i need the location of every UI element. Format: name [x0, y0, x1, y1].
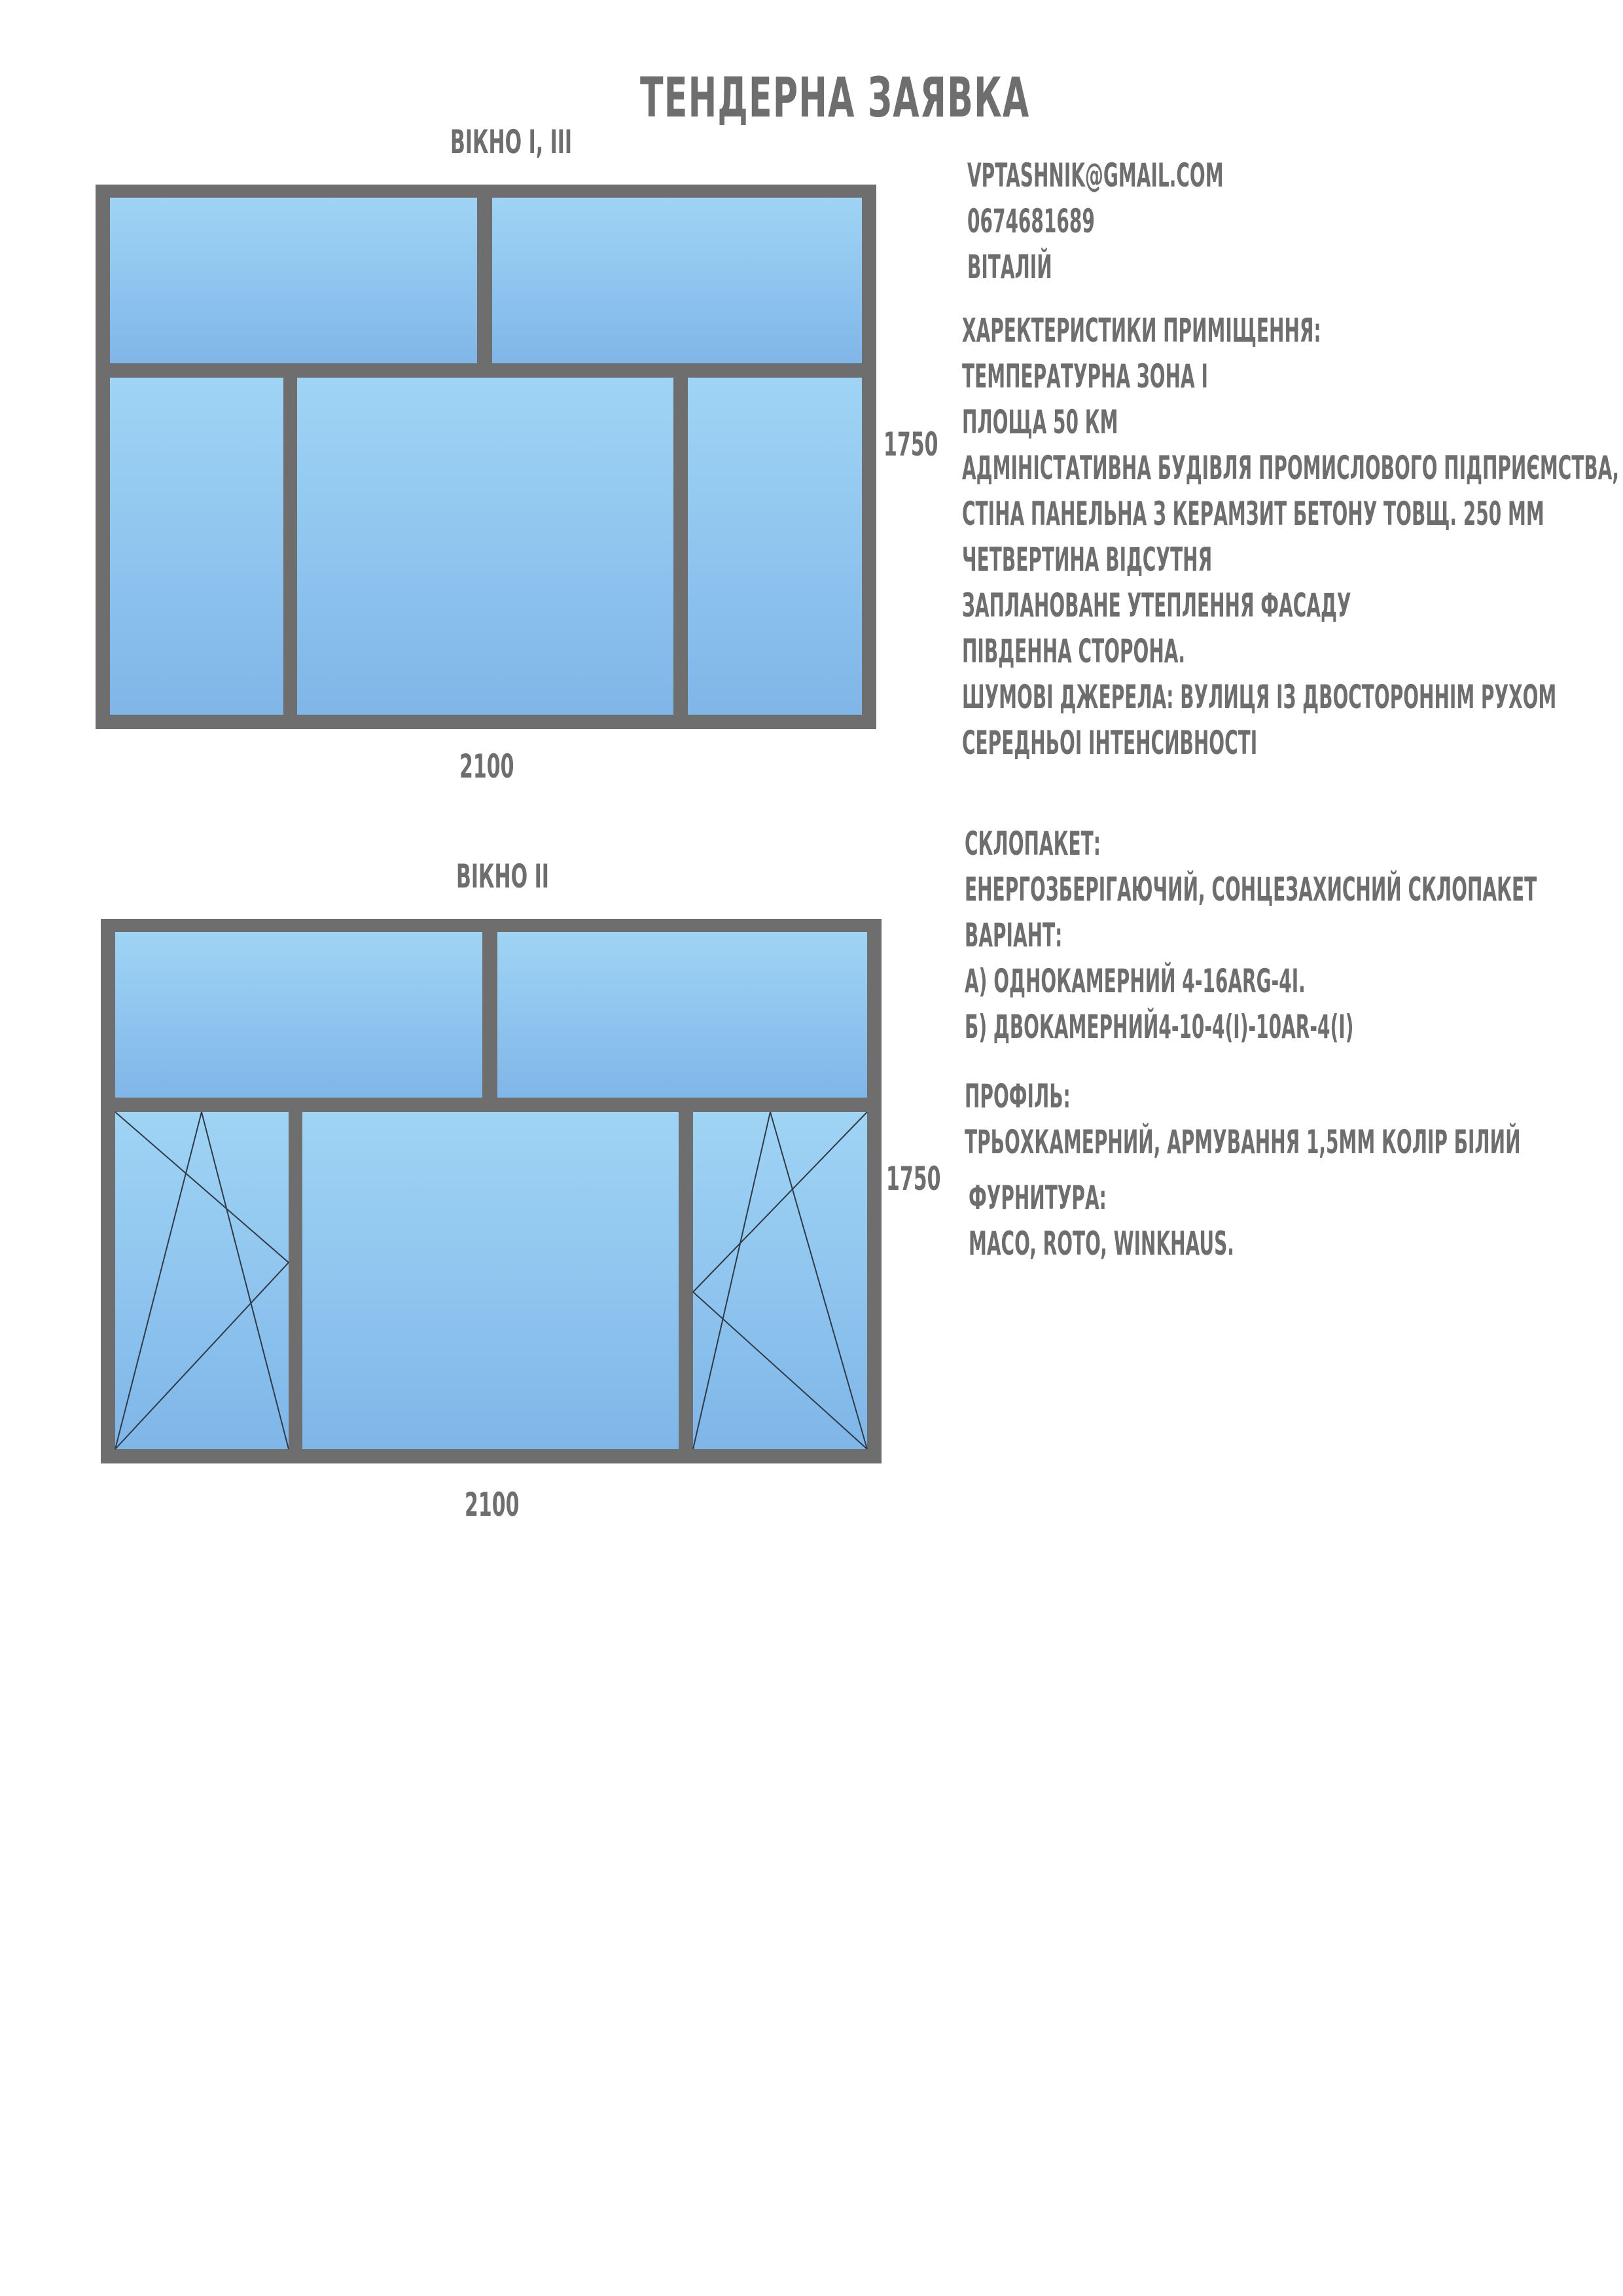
profile-heading: ПРОФІЛЬ: [965, 1077, 1071, 1115]
room-line: ТЕМПЕРАТУРНА ЗОНА I [962, 357, 1208, 395]
room-line: ЧЕТВЕРТИНА ВІДСУТНЯ [962, 541, 1213, 579]
window-1-height-label: 1750 [883, 425, 938, 463]
window-2-width-label: 2100 [465, 1486, 520, 1524]
glazing-block [965, 821, 1537, 1050]
glazing-description: ЕНЕРГОЗБЕРІГАЮЧИЙ, СОНЦЕЗАХИСНИЙ СКЛОПАКЕТ [965, 870, 1537, 908]
glazing-heading: СКЛОПАКЕТ: [965, 825, 1101, 863]
room-heading: ХАРЕКТЕРИСТИКИ ПРИМІЩЕННЯ: [962, 312, 1321, 350]
page-title: ТЕНДЕРНА ЗАЯВКА [640, 65, 1030, 130]
tilt-turn-opening-icon [115, 1112, 289, 1449]
contact-email: VPTASHNIK@GMAIL.COM [967, 156, 1224, 194]
glazing-variant-heading: ВАРІАНТ: [965, 916, 1063, 954]
hardware-brands: MACO, ROTO, WINKHAUS. [969, 1225, 1234, 1263]
room-line: ПЛОЩА 50 КМ [962, 403, 1118, 441]
hardware-block [969, 1175, 1234, 1266]
hardware-heading: ФУРНИТУРА: [969, 1179, 1107, 1217]
room-line: ШУМОВІ ДЖЕРЕЛА: ВУЛИЦЯ ІЗ ДВОСТОРОННІМ РУХОМ [962, 678, 1557, 716]
room-line: ПІВДЕННА СТОРОНА. [962, 632, 1186, 670]
room-line: СЕРЕДНЬОІ ІНТЕНСИВНОСТІ [962, 724, 1258, 762]
window-1-bottom-center-pane [297, 378, 673, 715]
room-line: ЗАПЛАНОВАНЕ УТЕПЛЕННЯ ФАСАДУ [962, 586, 1351, 624]
window-1-label: ВІКНО I, III [450, 123, 573, 161]
room-characteristics [962, 308, 1619, 766]
contact-phone: 0674681689 [967, 202, 1095, 240]
tilt-turn-opening-icon [693, 1112, 867, 1449]
glazing-variant: А) ОДНОКАМЕРНИЙ 4-16ARG-4I. [965, 962, 1306, 1000]
window-1-bottom-left-pane [110, 378, 283, 715]
contact-block [967, 152, 1224, 290]
profile-block [965, 1073, 1521, 1165]
window-1-width-label: 2100 [459, 747, 514, 785]
room-line: АДМІНІСТАТИВНА БУДІВЛЯ ПРОМИСЛОВОГО ПІДПРИЄМСТВА, [962, 449, 1620, 487]
window-2-top-left-pane [115, 932, 482, 1098]
window-2-label: ВІКНО II [456, 857, 549, 895]
contact-name: ВІТАЛІЙ [967, 248, 1052, 286]
window-2-bottom-center-pane [302, 1112, 679, 1449]
window-2-top-right-pane [497, 932, 867, 1098]
window-2-bottom-right-sash [693, 1112, 867, 1449]
glazing-variant: Б) ДВОКАМЕРНИЙ4-10-4(I)-10AR-4(I) [965, 1008, 1354, 1046]
window-1-top-left-pane [110, 198, 477, 363]
window-1-top-right-pane [492, 198, 862, 363]
profile-description: ТРЬОХКАМЕРНИЙ, АРМУВАННЯ 1,5ММ КОЛІР БІЛИЙ [965, 1123, 1521, 1161]
window-2-drawing [101, 919, 882, 1463]
room-line: СТІНА ПАНЕЛЬНА З КЕРАМЗИТ БЕТОНУ ТОВЩ. 250 ММ [962, 495, 1544, 533]
window-1-bottom-right-pane [688, 378, 862, 715]
window-1-drawing [96, 185, 876, 729]
window-2-bottom-left-sash [115, 1112, 289, 1449]
window-2-height-label: 1750 [886, 1160, 941, 1198]
